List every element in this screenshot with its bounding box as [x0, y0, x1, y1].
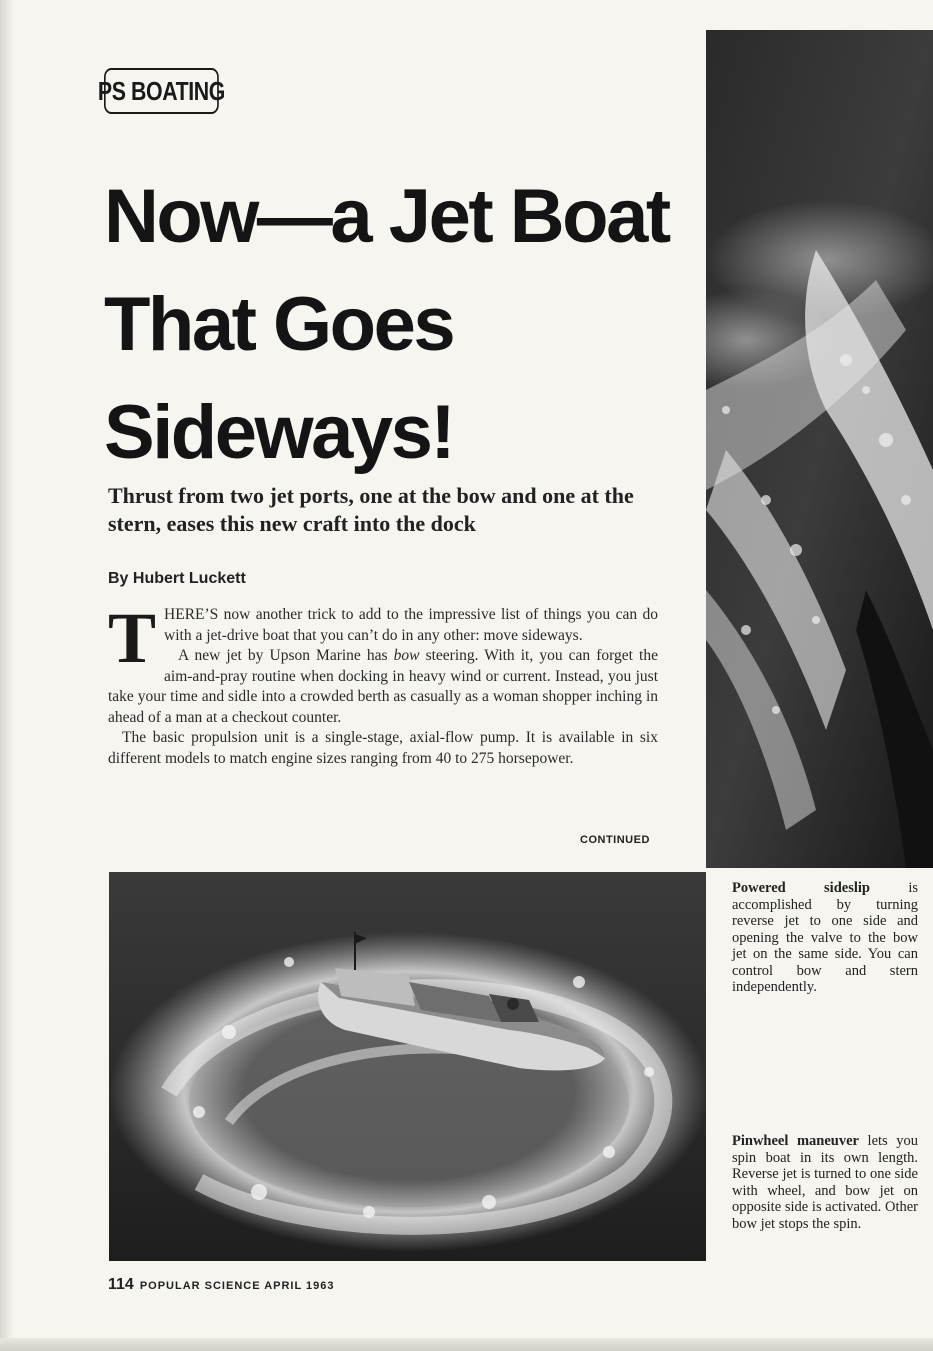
page-bottom-edge — [0, 1338, 933, 1351]
headline-line-3: Sideways! — [104, 390, 454, 475]
deck-subtitle: Thrust from two jet ports, one at the bow and one at the stern, eases this new craft into the dock — [108, 483, 634, 536]
caption-2-text: lets you spin boat in its own length. Reverse jet is turned to one side with wheel, and bow jet on opposite side is activated. Other bow jet stops the spin. — [732, 1133, 918, 1232]
headline-line-1: Now—a Jet Boat — [104, 174, 669, 259]
headline-line-2: That Goes — [104, 282, 454, 367]
boat-photo — [109, 872, 706, 1261]
caption-2-lead: Pinwheel maneuver — [732, 1133, 859, 1149]
publication-line: POPULAR SCIENCE APRIL 1963 — [139, 1280, 335, 1292]
paragraph-2-start: A new jet by Upson Marine has — [178, 647, 394, 664]
wake-photo — [706, 30, 933, 868]
caption-1-lead: Powered sideslip — [732, 880, 870, 896]
page-edge-shadow — [0, 0, 14, 1351]
caption-sideslip — [732, 880, 918, 996]
article-body — [108, 598, 658, 769]
headline — [104, 163, 704, 487]
paragraph-2-emphasis: bow — [393, 647, 420, 664]
wake-photo-image — [706, 30, 933, 868]
byline: By Hubert Luckett — [108, 570, 246, 587]
page-footer — [108, 1276, 335, 1294]
paragraph-2-end: steering. With it, you can forget the aim-and-pray routine when docking in heavy wind or current. Instead, you just take your time and sidle into a crowded berth as casually as a woman shopper inching in ahead of a man at a checkout counter. — [108, 647, 658, 726]
page-number: 114 — [108, 1276, 134, 1293]
section-tag: PS BOATING — [104, 68, 219, 114]
boat-photo-image — [109, 872, 706, 1261]
drop-cap: T — [108, 598, 157, 678]
paragraph-1-text: HERE’S now another trick to add to the impressive list of things you can do with a jet-drive boat that you can’t do in any other: move sideways. — [164, 606, 658, 644]
continued-label: CONTINUED — [580, 834, 650, 846]
caption-1-text: is accomplished by turning reverse jet to one side and opening the valve to the bow jet on the same side. You can control bow and stern independently. — [732, 880, 919, 995]
caption-pinwheel — [732, 1133, 918, 1232]
paragraph-3: The basic propulsion unit is a single-stage, axial-flow pump. It is available in six different models to match engine sizes ranging from 40 to 275 horsepower. — [108, 729, 658, 767]
paragraph-2 — [108, 646, 658, 728]
